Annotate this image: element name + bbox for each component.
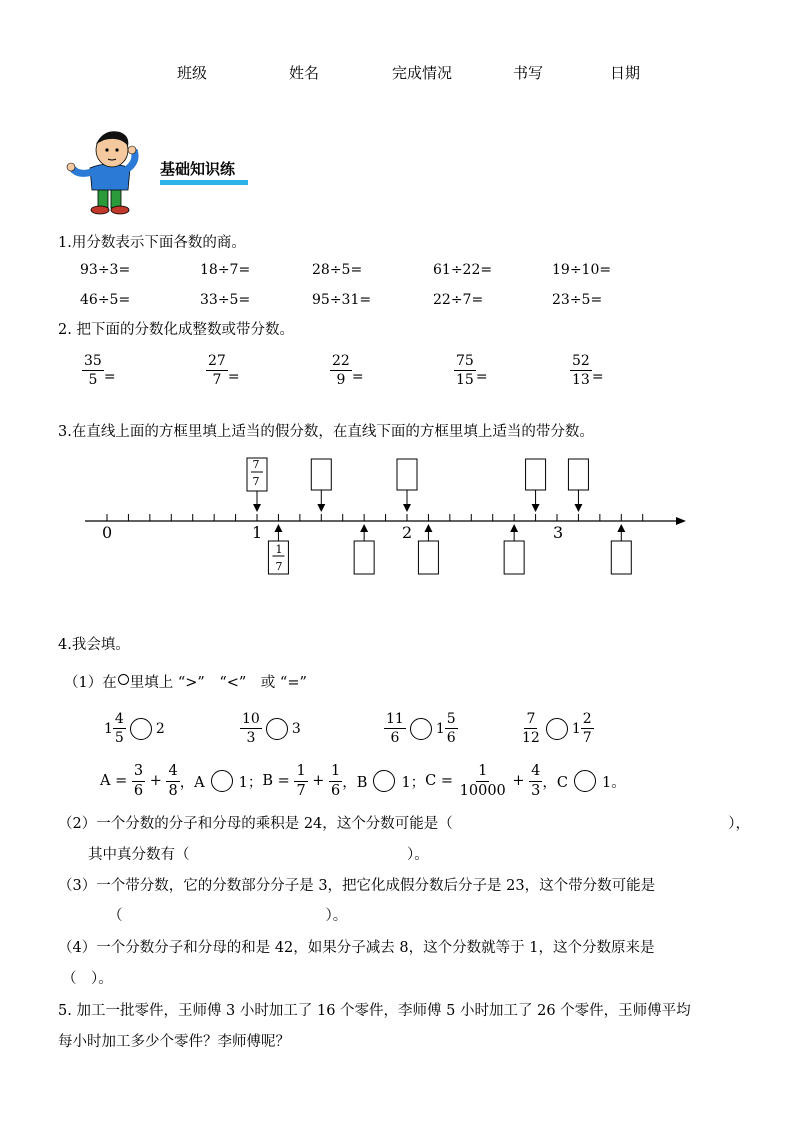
whole: 1 (104, 720, 113, 737)
equals-sign: = (227, 368, 240, 385)
value: 2 (155, 720, 165, 737)
section-title-underline (160, 180, 248, 185)
bottom-box-numerator: 1 (275, 543, 283, 556)
q4-part4-line2: （ ）。 (62, 971, 113, 987)
equals-sign: = (591, 368, 604, 385)
writing-label: 书写 (513, 64, 544, 82)
end-text: 1。 (602, 774, 626, 791)
equals-sign: = (351, 368, 364, 385)
a-label: A = (100, 773, 128, 789)
denominator: 7 (296, 782, 306, 799)
compare-d (520, 712, 594, 745)
denominator: 3 (531, 782, 541, 799)
circle-icon (118, 674, 129, 685)
compare-circle[interactable] (546, 718, 568, 740)
numerator: 4 (166, 764, 179, 782)
numerator: 7 (526, 711, 536, 727)
numerator: 4 (114, 711, 124, 727)
numerator: 10 (242, 711, 260, 727)
q1-item: 22÷7= (433, 292, 484, 308)
top-boxes (247, 458, 588, 508)
denominator: 6 (133, 782, 144, 799)
plus-sign: + (312, 773, 325, 789)
answer-box-top[interactable] (568, 459, 588, 490)
plus-sign: + (149, 773, 162, 789)
numerator: 75 (456, 353, 474, 369)
equals-sign: = (103, 368, 116, 385)
answer-box-bottom[interactable] (354, 541, 374, 574)
top-box-denominator: 7 (252, 475, 260, 488)
q3-title: 3.在直线上面的方框里填上适当的假分数，在直线下面的方框里填上适当的带分数。 (58, 424, 594, 440)
denominator: 7 (212, 372, 222, 388)
q5-line2: 每小时加工多少个零件？李师傅呢？ (58, 1034, 290, 1050)
numerator: 1 (294, 764, 307, 782)
denominator: 12 (522, 730, 540, 746)
name-label: 姓名 (289, 64, 320, 82)
denominator: 6 (390, 730, 400, 746)
numerator: 5 (446, 711, 456, 727)
denominator: 3 (246, 730, 256, 746)
q1-item: 33÷5= (200, 292, 251, 308)
class-label: 班级 (177, 64, 208, 82)
whole: 1 (435, 720, 445, 737)
answer-box-bottom[interactable] (504, 541, 524, 574)
numerator: 11 (386, 711, 404, 727)
tick-label-3: 3 (553, 523, 564, 542)
compare-circle[interactable] (130, 718, 152, 740)
denominator: 9 (336, 372, 346, 388)
compare-circle[interactable] (574, 770, 596, 792)
compare-b (240, 712, 301, 745)
numerator: 35 (84, 353, 102, 369)
answer-box-top[interactable] (526, 459, 546, 490)
q2-fraction (330, 354, 364, 387)
a-tail: ，A (179, 774, 205, 791)
b-tail: ，B (342, 774, 368, 791)
answer-box-top[interactable] (397, 459, 417, 490)
numerator: 1 (476, 764, 489, 782)
q4-part1-instruction (64, 671, 307, 692)
numerator: 52 (572, 353, 590, 369)
answer-box-bottom[interactable] (418, 541, 438, 574)
q5-line1: 5. 加工一批零件，王师傅 3 小时加工了 16 个零件，李师傅 5 小时加工了 26 个零件，王师傅平均 (58, 1003, 691, 1019)
denominator: 5 (88, 372, 98, 388)
whole: 1 (571, 720, 581, 737)
compare-circle[interactable] (373, 770, 395, 792)
tick-label-2: 2 (402, 523, 413, 542)
denominator: 10000 (459, 782, 506, 799)
q1-item: 46÷5= (80, 292, 131, 308)
tick-label-0: 0 (102, 523, 113, 542)
section-title: 基础知识练 (160, 160, 236, 178)
numerator: 4 (529, 764, 542, 782)
value: 3 (291, 720, 301, 737)
q4-part4-line1: （4）一个分数分子和分母的和是 42，如果分子减去 8，这个分数就等于 1，这个分数原来是 (58, 940, 655, 956)
q4-part3-line2: （ ）。 (108, 908, 348, 924)
answer-box-bottom[interactable] (611, 541, 631, 574)
q4-part2-line2: 其中真分数有（ ）。 (88, 847, 429, 863)
q1-item: 61÷22= (433, 262, 493, 278)
denominator: 5 (114, 730, 124, 746)
q2-fraction (206, 354, 240, 387)
denominator: 6 (446, 730, 456, 746)
tick-label-1: 1 (252, 523, 263, 542)
compare-circle[interactable] (410, 718, 432, 740)
q4-title: 4.我会填。 (58, 637, 130, 653)
q4-part3-line1: （3）一个带分数，它的分数部分分子是 3，把它化成假分数后分子是 23，这个带分数可能是 (58, 878, 656, 894)
c-label: C = (425, 773, 454, 789)
compare-circle[interactable] (266, 718, 288, 740)
bottom-boxes (268, 528, 631, 574)
numerator: 27 (208, 353, 226, 369)
equals-sign: = (475, 368, 488, 385)
q2-fraction (454, 354, 488, 387)
answer-box-top[interactable] (311, 459, 331, 490)
q1-item: 93÷3= (80, 262, 131, 278)
q2-title: 2. 把下面的分数化成整数或带分数。 (58, 322, 294, 338)
compare-a (104, 712, 165, 745)
numerator: 2 (582, 711, 592, 727)
denominator: 7 (582, 730, 592, 746)
denominator: 6 (331, 782, 341, 799)
one-separator: 1； (238, 774, 263, 791)
axis-arrow-icon (676, 517, 686, 525)
q1-item: 28÷5= (312, 262, 363, 278)
q2-fraction (82, 354, 116, 387)
q1-item: 19÷10= (552, 262, 612, 278)
q4-p1-suffix: 里填上 “>” “<” 或 “=” (129, 675, 307, 691)
number-line (80, 450, 690, 580)
top-box-numerator: 7 (252, 458, 260, 471)
boy-illustration (64, 128, 154, 216)
q4-p1-prefix: （1）在 (64, 675, 117, 691)
q4-part2-line1: （2）一个分数的分子和分母的乘积是 24，这个分数可能是（ ）， (58, 816, 751, 832)
q1-title: 1.用分数表示下面各数的商。 (58, 235, 246, 251)
denominator: 8 (168, 782, 178, 799)
q1-item: 23÷5= (552, 292, 603, 308)
date-label: 日期 (610, 64, 641, 82)
denominator: 13 (572, 372, 590, 388)
number-line-ticks (107, 514, 643, 521)
one-separator: 1； (401, 774, 426, 791)
numerator: 3 (132, 764, 145, 782)
compare-circle[interactable] (211, 770, 233, 792)
b-label: B = (262, 773, 290, 789)
q1-item: 95÷31= (312, 292, 372, 308)
q2-fraction (570, 354, 604, 387)
completion-label: 完成情况 (392, 64, 453, 82)
c-tail: ，C (542, 774, 568, 791)
numerator: 1 (329, 764, 342, 782)
plus-sign: + (512, 773, 525, 789)
q1-item: 18÷7= (200, 262, 251, 278)
abc-row (100, 764, 626, 798)
denominator: 15 (456, 372, 474, 388)
compare-c (384, 712, 458, 745)
numerator: 22 (332, 353, 350, 369)
bottom-box-denominator: 7 (275, 560, 283, 573)
